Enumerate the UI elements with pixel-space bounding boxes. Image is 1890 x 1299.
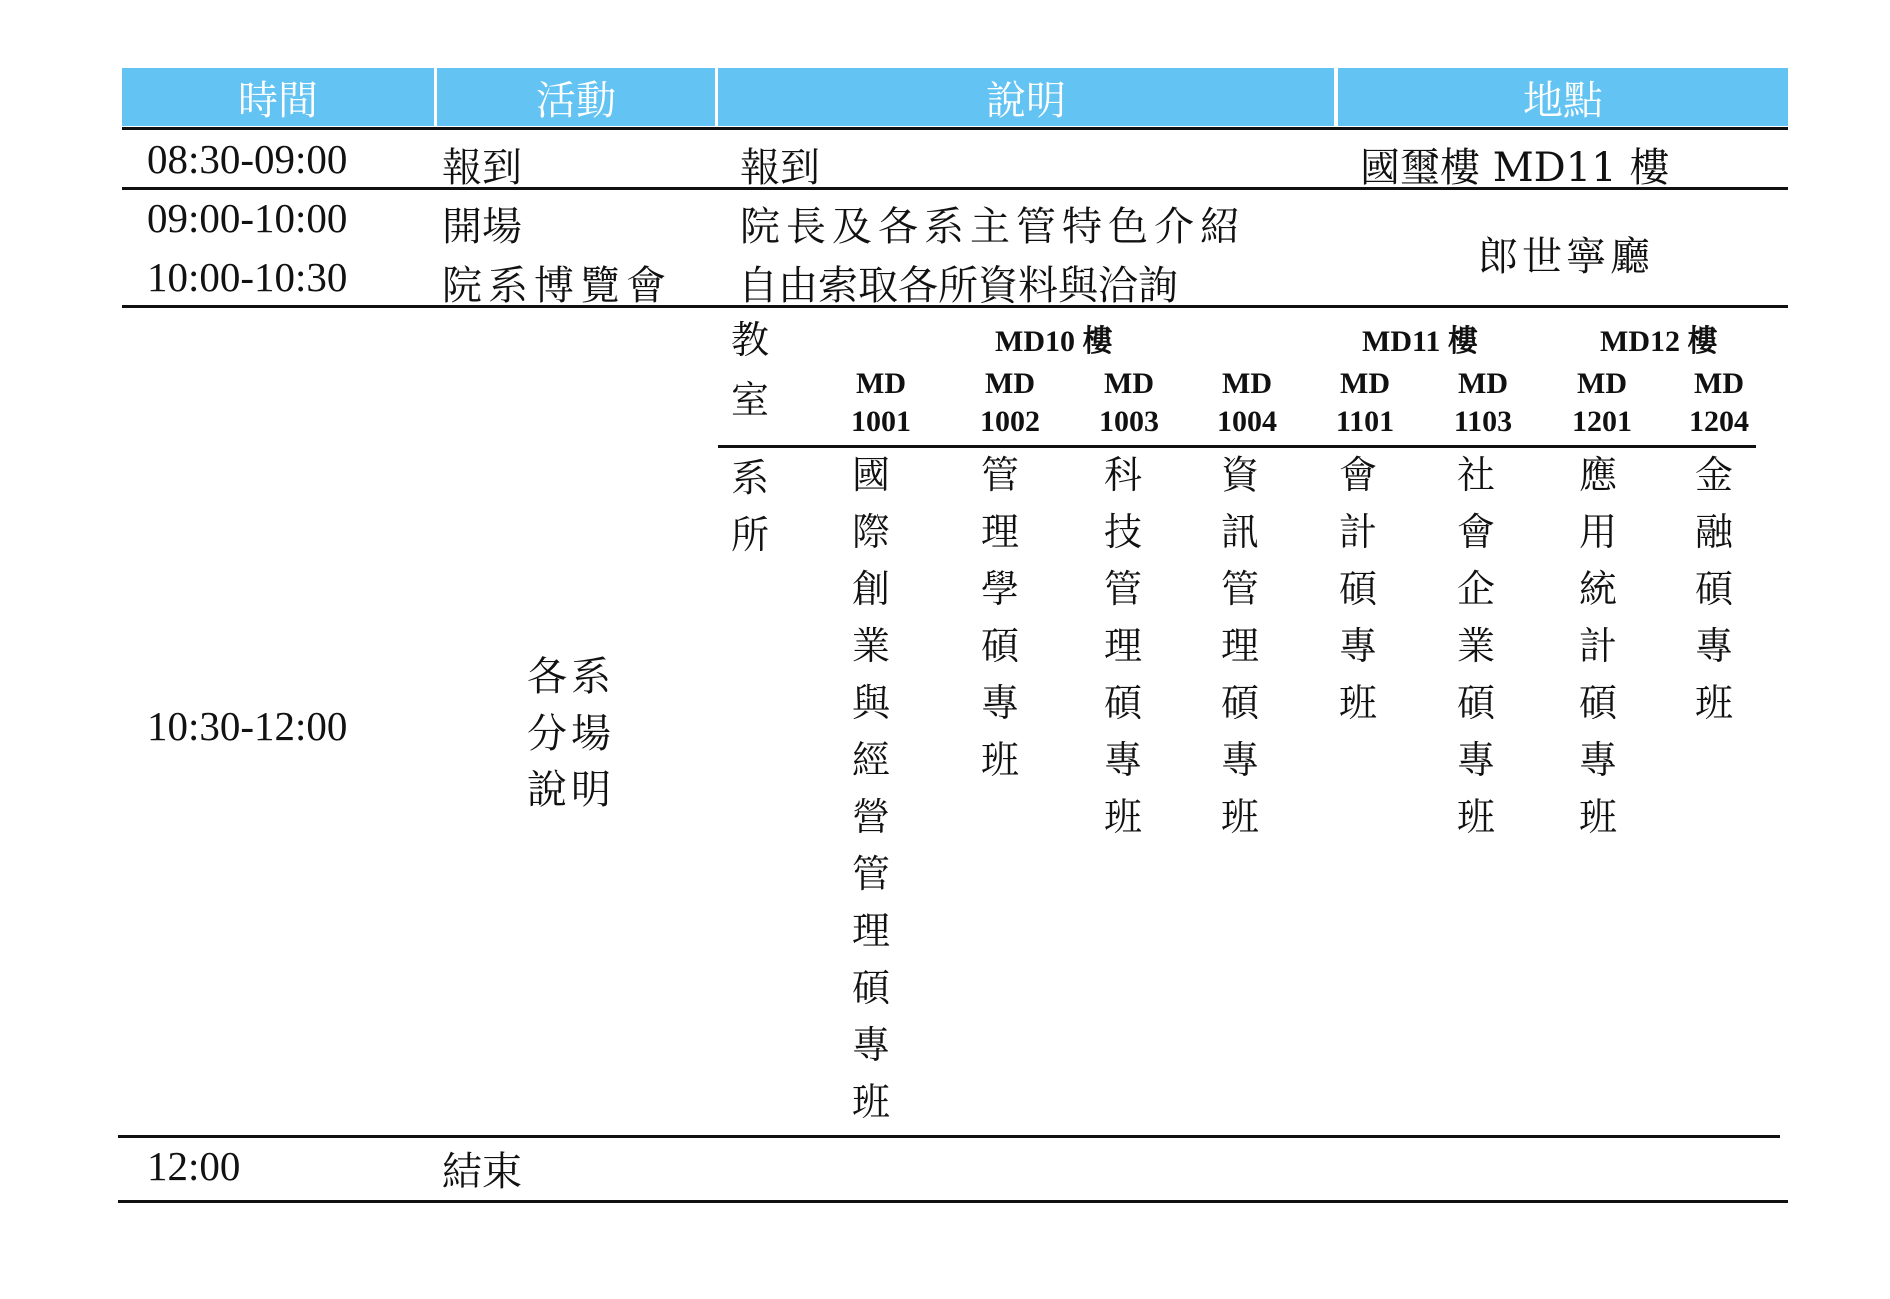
room-md1001: [841, 365, 921, 441]
checkin-time: 08:30-09:00: [147, 136, 348, 182]
dept-md1103: 社會企業碩專班: [1456, 453, 1495, 839]
dept-label: 系所: [730, 456, 769, 557]
room-md1204: [1679, 365, 1759, 441]
room-number: 1003: [1099, 405, 1159, 438]
opening-activity: 開場: [442, 204, 522, 250]
dept-md1204: 金融碩專班: [1694, 453, 1733, 725]
header-cell-location: [1338, 68, 1788, 126]
dept-md1201: 應用統計碩專班: [1578, 453, 1617, 839]
room-prefix: MD: [1694, 367, 1744, 400]
room-number: 1002: [980, 405, 1040, 438]
dept-md1004: 資訊管理碩專班: [1220, 453, 1259, 839]
rule-header-bottom: [122, 127, 1788, 130]
checkin-location: 國璽樓 MD11 樓: [1360, 145, 1670, 191]
opening-description: 院長及各系主管特色介紹: [740, 204, 1246, 250]
room-number: 1004: [1217, 405, 1277, 438]
room-number: 1204: [1689, 405, 1749, 438]
checkin-activity: 報到: [442, 145, 522, 191]
header-cell-time: [122, 68, 434, 126]
checkin-description: 報到: [740, 145, 820, 191]
room-prefix: MD: [1340, 367, 1390, 400]
opening-time: 09:00-10:00: [147, 195, 348, 241]
header-location: 地點: [1523, 77, 1603, 124]
expo-activity: 院系博覽會: [442, 263, 672, 309]
floor-md12: MD12 樓: [1600, 325, 1718, 358]
rule-table-bottom: [118, 1200, 1788, 1203]
sessions-time: 10:30-12:00: [147, 703, 348, 749]
room-prefix: MD: [1577, 367, 1627, 400]
room-prefix: MD: [985, 367, 1035, 400]
room-number: 1101: [1335, 405, 1395, 438]
room-md1002: [970, 365, 1050, 441]
room-md1201: [1562, 365, 1642, 441]
sessions-activity-line1: 各系: [527, 654, 615, 700]
room-md1101: [1325, 365, 1405, 441]
room-md1004: [1207, 365, 1287, 441]
header-cell-activity: [437, 68, 715, 126]
room-md1003: [1089, 365, 1169, 441]
room-number: 1201: [1572, 405, 1632, 438]
header-time: 時間: [238, 77, 318, 124]
header-activity: 活動: [536, 77, 616, 124]
room-prefix: MD: [1222, 367, 1272, 400]
header-cell-description: [718, 68, 1334, 126]
dept-md1003: 科技管理碩專班: [1103, 453, 1142, 839]
floor-md11: MD11 樓: [1362, 325, 1478, 358]
floor-md10: MD10 樓: [995, 325, 1113, 358]
opening-location: 郎世寧廳: [1478, 234, 1654, 280]
room-prefix: MD: [856, 367, 906, 400]
room-number: 1103: [1453, 405, 1513, 438]
closing-time: 12:00: [147, 1143, 241, 1189]
room-prefix: MD: [1104, 367, 1154, 400]
sessions-activity-line3: 說明: [527, 767, 615, 813]
dept-md1101: 會計碩專班: [1338, 453, 1377, 725]
dept-md1001: 國際創業與經營管理碩專班: [851, 453, 890, 1124]
header-description: 說明: [986, 77, 1066, 124]
dept-md1002: 管理學碩專班: [980, 453, 1019, 782]
rule-sessions-bottom: [118, 1135, 1780, 1138]
room-number: 1001: [851, 405, 911, 438]
expo-description: 自由索取各所資料與洽詢: [738, 263, 1178, 309]
room-prefix: MD: [1458, 367, 1508, 400]
closing-activity: 結束: [442, 1149, 522, 1195]
sessions-activity-line2: 分場: [527, 711, 615, 757]
expo-time: 10:00-10:30: [147, 254, 348, 300]
classroom-label: 教室: [730, 318, 769, 422]
room-md1103: [1443, 365, 1523, 441]
